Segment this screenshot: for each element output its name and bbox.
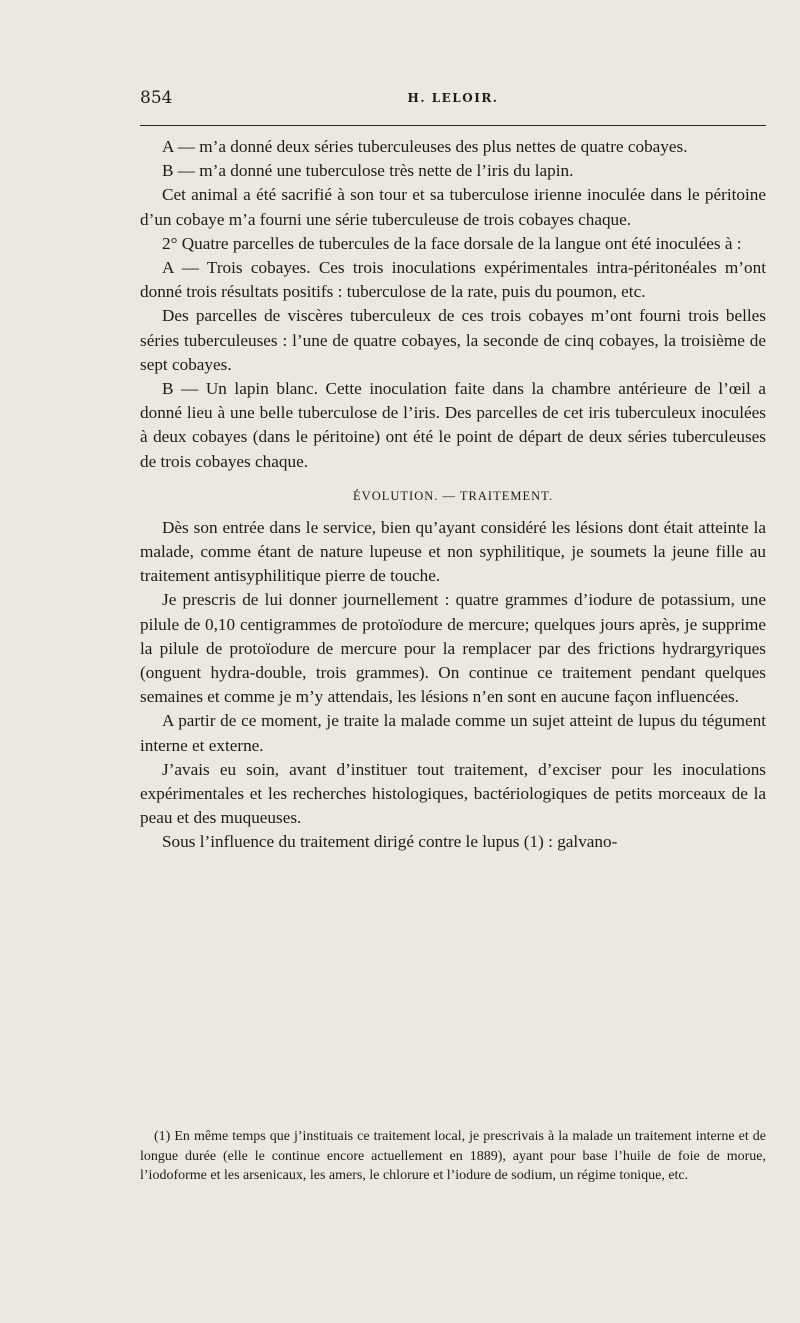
running-title: H. LELOIR. bbox=[407, 91, 499, 105]
paragraph: A — Trois cobayes. Ces trois inoculations expérimentales intra-péritonéales m’ont donné trois résultats positifs : tuberculose de la rate, puis du poumon, etc. bbox=[140, 258, 766, 302]
paragraph: B — m’a donné une tuberculose très nette de l’iris du lapin. bbox=[162, 161, 574, 181]
paragraph: 2° Quatre parcelles de tubercules de la face dorsale de la langue ont été inoculées à : bbox=[162, 233, 742, 253]
page-number: 854 bbox=[140, 88, 173, 108]
paragraph: A — m’a donné deux séries tuberculeuses des plus nettes de quatre cobayes. bbox=[162, 137, 688, 156]
header-rule bbox=[140, 125, 766, 126]
footnote: (1) En même temps que j’instituais ce traitement local, je prescrivais à la malade un traitement interne et de longue durée (elle le continue encore actuellement en 1889), ayant pour base l’huile de foie de morue, l’iodoforme et les arsenicaux, les amers, le chlorure et l’iodure de sodium, un régime tonique, etc. bbox=[140, 1129, 766, 1184]
paragraph: Sous l’influence du traitement dirigé contre le lupus (1) : galvano- bbox=[162, 832, 618, 852]
section-heading: ÉVOLUTION. — TRAITEMENT. bbox=[353, 488, 553, 503]
running-head bbox=[140, 88, 766, 112]
body-text bbox=[140, 135, 766, 855]
paragraph: J’avais eu soin, avant d’instituer tout traitement, d’exciser pour les inoculations expérimentales et les recherches histologiques, bactériologiques de petits morceaux de la peau et des muqueuses. bbox=[140, 759, 766, 828]
paragraph: Dès son entrée dans le service, bien qu’ayant considéré les lésions dont était atteinte la malade, comme étant de nature lupeuse et non syphilitique, je soumets la jeune fille au traitement antisyphilitique pierre de touche. bbox=[140, 517, 766, 586]
paragraph: Je prescris de lui donner journellement : quatre grammes d’iodure de potassium, une pilule de 0,10 centigrammes de protoïodure de mercure; quelques jours après, je supprime la pilule de protoïodure de mercure pour la remplacer par des frictions hydrargyriques (onguent hydra-double, trois grammes). On continue ce traitement pendant quelques semaines et comme je m’y attendais, les lésions n’en sont en aucune façon influencées. bbox=[140, 590, 766, 707]
paragraph: A partir de ce moment, je traite la malade comme un sujet atteint de lupus du tégument interne et externe. bbox=[140, 711, 766, 755]
paragraph: Des parcelles de viscères tuberculeux de ces trois cobayes m’ont fourni trois belles séries tuberculeuses : l’une de quatre cobayes, la seconde de cinq cobayes, la troisième de sept cobayes. bbox=[140, 306, 766, 374]
paragraph: B — Un lapin blanc. Cette inoculation faite dans la chambre antérieure de l’œil a donné lieu à une belle tuberculose de l’iris. Des parcelles de cet iris tuberculeux inoculées à deux cobayes (dans le péritoine) ont été le point de départ de deux séries tuberculeuses de trois cobayes chaque. bbox=[140, 379, 766, 471]
paragraph: Cet animal a été sacrifié à son tour et sa tuberculose irienne inoculée dans le péritoine d’un cobaye m’a fourni une série tuberculeuse de trois cobayes chaque. bbox=[140, 185, 766, 229]
